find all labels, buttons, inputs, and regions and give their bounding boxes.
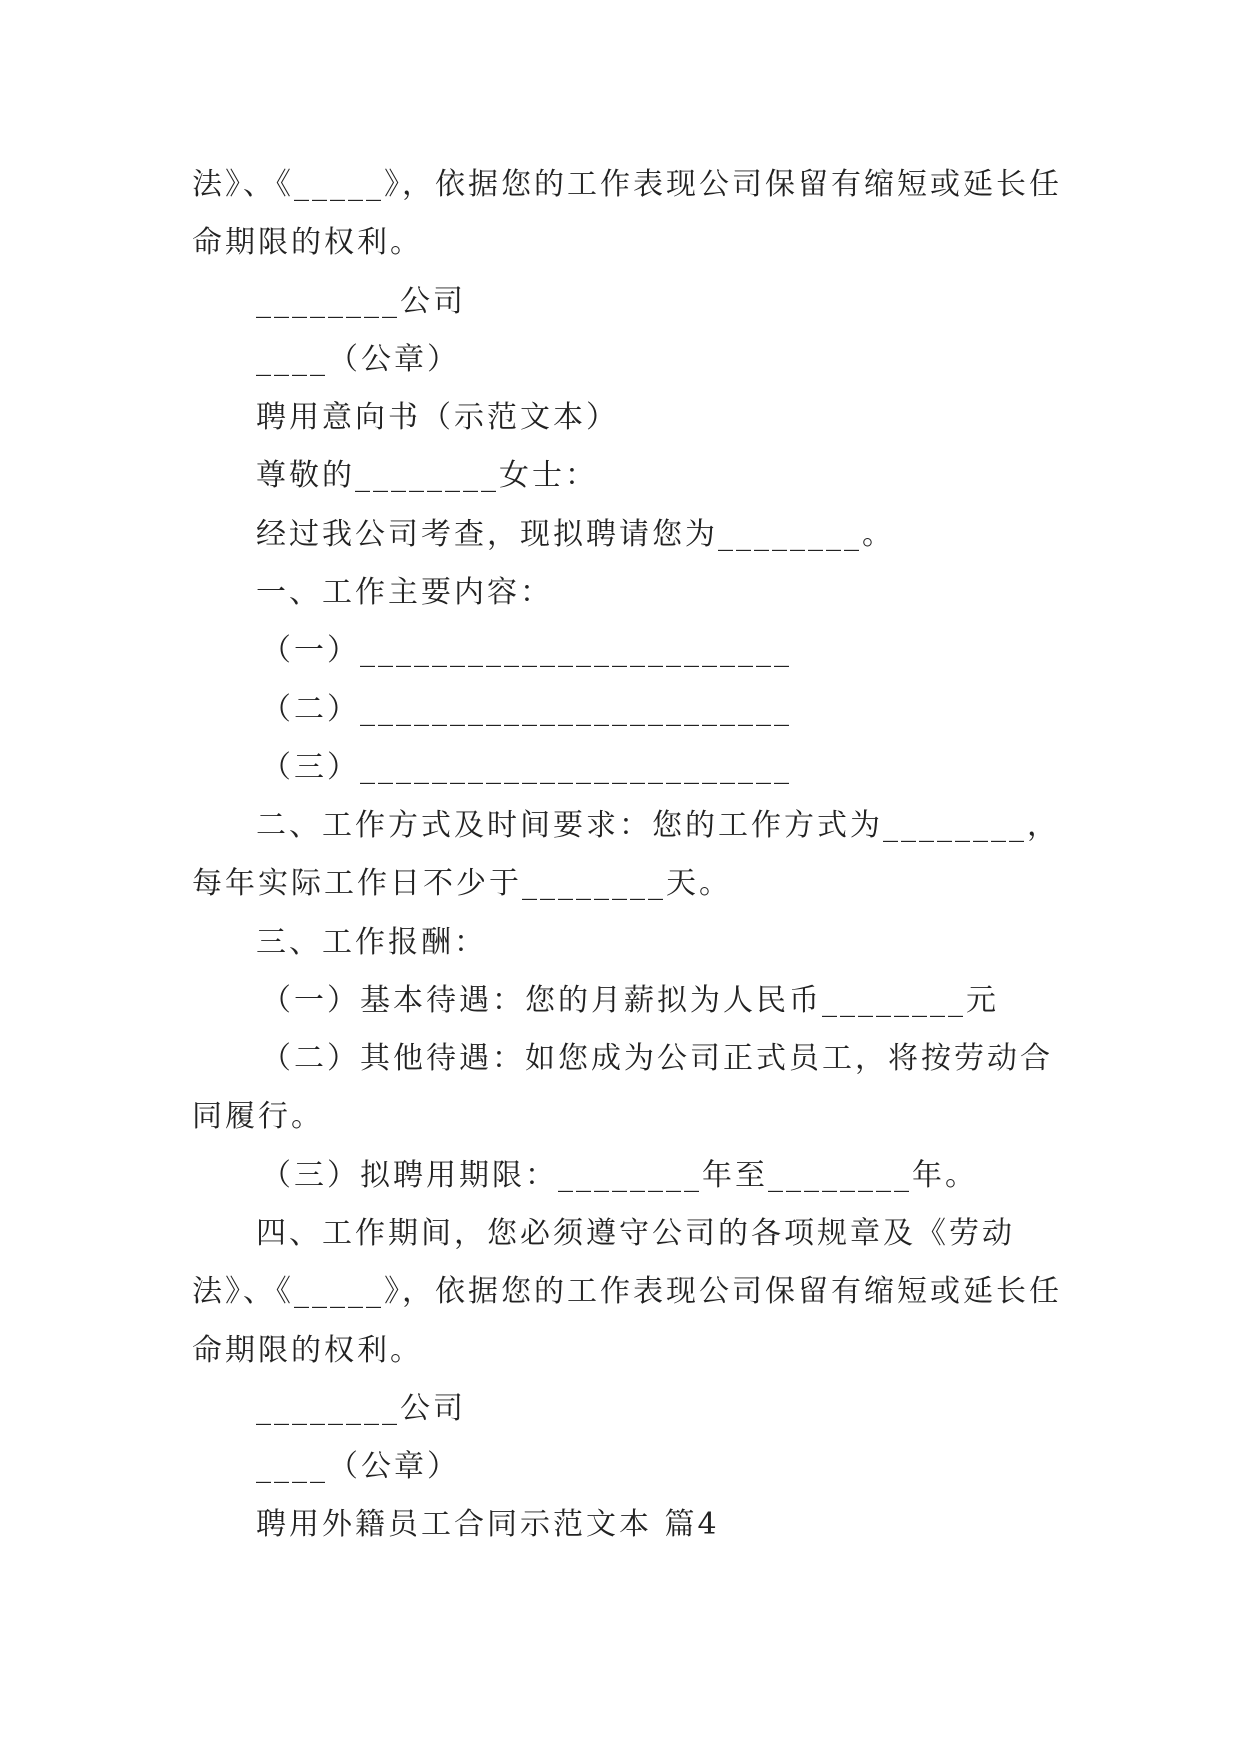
text-line: ____（公章） [256,1449,460,1484]
text-line: ________公司 [256,1391,466,1426]
text-line: 法》、《_____》，依据您的工作表现公司保留有缩短或延长任 [192,167,1062,202]
text-line: 命期限的权利。 [192,225,423,260]
text-line: 命期限的权利。 [192,1333,423,1368]
text-line: 经过我公司考查，现拟聘请您为________。 [256,517,895,552]
list-item: （一）基本待遇：您的月薪拟为人民币________元 [261,983,999,1018]
list-heading: 一、工作主要内容： [256,575,553,610]
list-item: （三）________________________ [261,750,792,785]
text-line: 每年实际工作日不少于________天。 [192,866,732,901]
text-line: ____（公章） [256,342,460,377]
text-line: 四、工作期间，您必须遵守公司的各项规章及《劳动 [256,1216,1015,1251]
list-item: （三）拟聘用期限：________年至________年。 [261,1158,978,1193]
text-line: 二、工作方式及时间要求：您的工作方式为________， [256,808,1060,843]
section-heading: 聘用外籍员工合同示范文本 篇4 [256,1507,720,1542]
text-line: ________公司 [256,284,466,319]
list-item: （二）________________________ [261,692,792,727]
list-item: （一）________________________ [261,633,792,668]
list-heading: 三、工作报酬： [256,925,487,960]
text-line: 同履行。 [192,1099,324,1134]
section-heading: 聘用意向书（示范文本） [256,400,619,435]
text-line: 法》、《_____》，依据您的工作表现公司保留有缩短或延长任 [192,1274,1062,1309]
salutation: 尊敬的________女士： [256,458,598,493]
list-item: （二）其他待遇：如您成为公司正式员工，将按劳动合 [261,1041,1053,1076]
